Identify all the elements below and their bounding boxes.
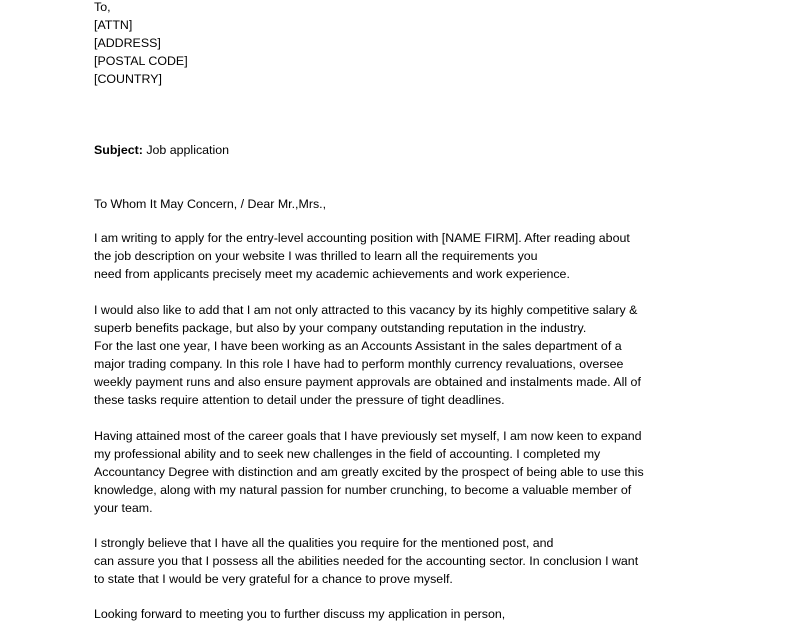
- paragraph-1-line: need from applicants precisely meet my academic achievements and work experience.: [94, 267, 570, 281]
- paragraph-3-line: knowledge, along with my natural passion for number crunching, to become a valuable member of: [94, 483, 632, 497]
- subject-text: Job application: [146, 143, 230, 157]
- paragraph-1-line: the job description on your website I was thrilled to learn all the requirements you: [94, 249, 538, 263]
- address-to: To,: [94, 0, 111, 14]
- paragraph-2-line: these tasks require attention to detail under the pressure of tight deadlines.: [94, 393, 505, 407]
- subject-line: [94, 141, 229, 159]
- paragraph-2-line: I would also like to add that I am not only attracted to this vacancy by its highly competitive salary &: [94, 303, 638, 317]
- paragraph-2-line: weekly payment runs and also ensure payment approvals are obtained and instalments made. All of: [94, 375, 641, 389]
- paragraph-4-line: I strongly believe that I have all the qualities you require for the mentioned post, and: [94, 536, 554, 550]
- paragraph-3-line: your team.: [94, 501, 153, 515]
- address-street: [ADDRESS]: [94, 36, 161, 50]
- paragraph-3-line: Accountancy Degree with distinction and am greatly excited by the prospect of being able to use this: [94, 465, 644, 479]
- address-attn: [ATTN]: [94, 18, 133, 32]
- salutation: To Whom It May Concern, / Dear Mr.,Mrs.,: [94, 197, 327, 211]
- paragraph-2-line: major trading company. In this role I have had to perform monthly currency revaluations, oversee: [94, 357, 624, 371]
- paragraph-3-line: my professional ability and to seek new challenges in the field of accounting. I completed my: [94, 447, 601, 461]
- paragraph-3-line: Having attained most of the career goals that I have previously set myself, I am now keen to expand: [94, 429, 642, 443]
- paragraph-4-line: can assure you that I possess all the abilities needed for the accounting sector. In conclusion I want: [94, 554, 639, 568]
- paragraph-1-line: I am writing to apply for the entry-level accounting position with [NAME FIRM]. After reading about: [94, 231, 630, 245]
- paragraph-5-line: Looking forward to meeting you to further discuss my application in person,: [94, 607, 506, 621]
- paragraph-2-line: superb benefits package, but also by your company outstanding reputation in the industry.: [94, 321, 587, 335]
- address-postal-code: [POSTAL CODE]: [94, 54, 188, 68]
- subject-label: Subject:: [94, 143, 143, 157]
- paragraph-4-line: to state that I would be very grateful for a chance to prove myself.: [94, 572, 453, 586]
- paragraph-2-line: For the last one year, I have been working as an Accounts Assistant in the sales department of a: [94, 339, 622, 353]
- address-country: [COUNTRY]: [94, 72, 162, 86]
